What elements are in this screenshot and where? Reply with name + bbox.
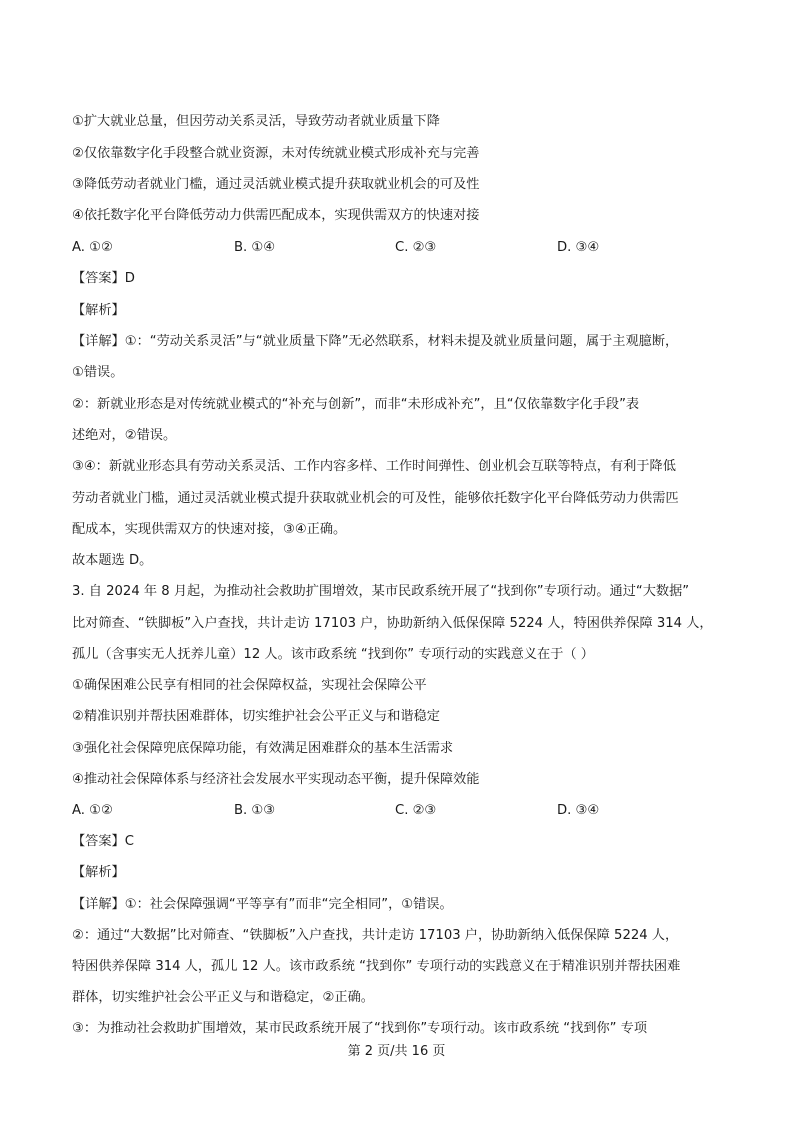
q2-statement-1: ①扩大就业总量，但因劳动关系灵活，导致劳动者就业质量下降 xyxy=(72,114,440,129)
q3-detail-line-4: 群体，切实维护社会公平正义与和谐稳定，②正确。 xyxy=(72,990,374,1005)
q2-option-c: C. ②③ xyxy=(395,240,437,255)
q2-analysis-heading: 【解析】 xyxy=(72,303,125,318)
q3-statement-1: ①确保困难公民享有相同的社会保障权益，实现社会保障公平 xyxy=(72,678,427,693)
q3-detail-line-1: 【详解】①：社会保障强调“平等享有”而非“完全相同”，①错误。 xyxy=(72,897,453,912)
q3-option-b: B. ①③ xyxy=(234,803,276,818)
q3-option-c: C. ②③ xyxy=(395,803,437,818)
q2-statement-3: ③降低劳动者就业门槛，通过灵活就业模式提升获取就业机会的可及性 xyxy=(72,177,480,192)
q2-detail-line-6: 劳动者就业门槛，通过灵活就业模式提升获取就业机会的可及性，能够依托数字化平台降低劳动力供需匹 xyxy=(72,491,679,506)
q2-detail-line-1: 【详解】①：“劳动关系灵活”与“就业质量下降”无必然联系，材料未提及就业质量问题，属于主观臆断， xyxy=(72,334,679,349)
q3-statement-4: ④推动社会保障体系与经济社会发展水平实现动态平衡，提升保障效能 xyxy=(72,772,480,787)
q2-conclusion: 故本题选 D。 xyxy=(72,553,153,568)
q3-analysis-heading: 【解析】 xyxy=(72,865,125,880)
q3-detail-line-5: ③：为推动社会救助扩围增效，某市民政系统开展了“找到你”专项行动。该市政系统 “找到你” 专项 xyxy=(72,1021,648,1036)
q3-stem-line-3: 孤儿（含事实无人抚养儿童）12 人。该市政系统 “找到你” 专项行动的实践意义在于（ ） xyxy=(72,647,594,662)
q2-statement-4: ④依托数字化平台降低劳动力供需匹配成本，实现供需双方的快速对接 xyxy=(72,208,480,223)
page-number-footer: 第 2 页/共 16 页 xyxy=(347,1044,446,1059)
q2-detail-line-2: ①错误。 xyxy=(72,365,124,380)
q2-option-d: D. ③④ xyxy=(557,240,600,255)
q2-detail-line-5: ③④：新就业形态具有劳动关系灵活、工作内容多样、工作时间弹性、创业机会互联等特点，有利于降低 xyxy=(72,459,676,474)
q3-statement-3: ③强化社会保障兜底保障功能，有效满足困难群众的基本生活需求 xyxy=(72,741,454,756)
q2-detail-line-7: 配成本，实现供需双方的快速对接，③④正确。 xyxy=(72,522,347,537)
q2-statement-2: ②仅依靠数字化手段整合就业资源，未对传统就业模式形成补充与完善 xyxy=(72,146,480,161)
q3-stem-line-1: 3. 自 2024 年 8 月起，为推动社会救助扩围增效，某市民政系统开展了“找到你”专项行动。通过“大数据” xyxy=(72,584,690,599)
q2-answer: 【答案】D xyxy=(72,271,135,286)
q2-option-b: B. ①④ xyxy=(234,240,276,255)
q3-stem-line-2: 比对筛查、“铁脚板”入户查找，共计走访 17103 户，协助新纳入低保保障 5224 人，特困供养保障 314 人， xyxy=(72,616,713,631)
q3-answer: 【答案】C xyxy=(72,834,134,849)
q2-detail-line-3: ②：新就业形态是对传统就业模式的“补充与创新”，而非“未形成补充”，且“仅依靠数字化手段”表 xyxy=(72,397,640,412)
q2-detail-line-4: 述绝对，②错误。 xyxy=(72,428,177,443)
q3-option-a: A. ①② xyxy=(72,803,113,818)
q3-option-d: D. ③④ xyxy=(557,803,600,818)
q3-statement-2: ②精准识别并帮扶困难群体，切实维护社会公平正义与和谐稳定 xyxy=(72,709,440,724)
q2-option-a: A. ①② xyxy=(72,240,113,255)
q3-detail-line-2: ②：通过“大数据”比对筛查、“铁脚板”入户查找，共计走访 17103 户，协助新纳入低保保障 5224 人， xyxy=(72,928,679,943)
q3-detail-line-3: 特困供养保障 314 人，孤儿 12 人。该市政系统 “找到你” 专项行动的实践意义在于精准识别并帮扶困难 xyxy=(72,959,681,974)
